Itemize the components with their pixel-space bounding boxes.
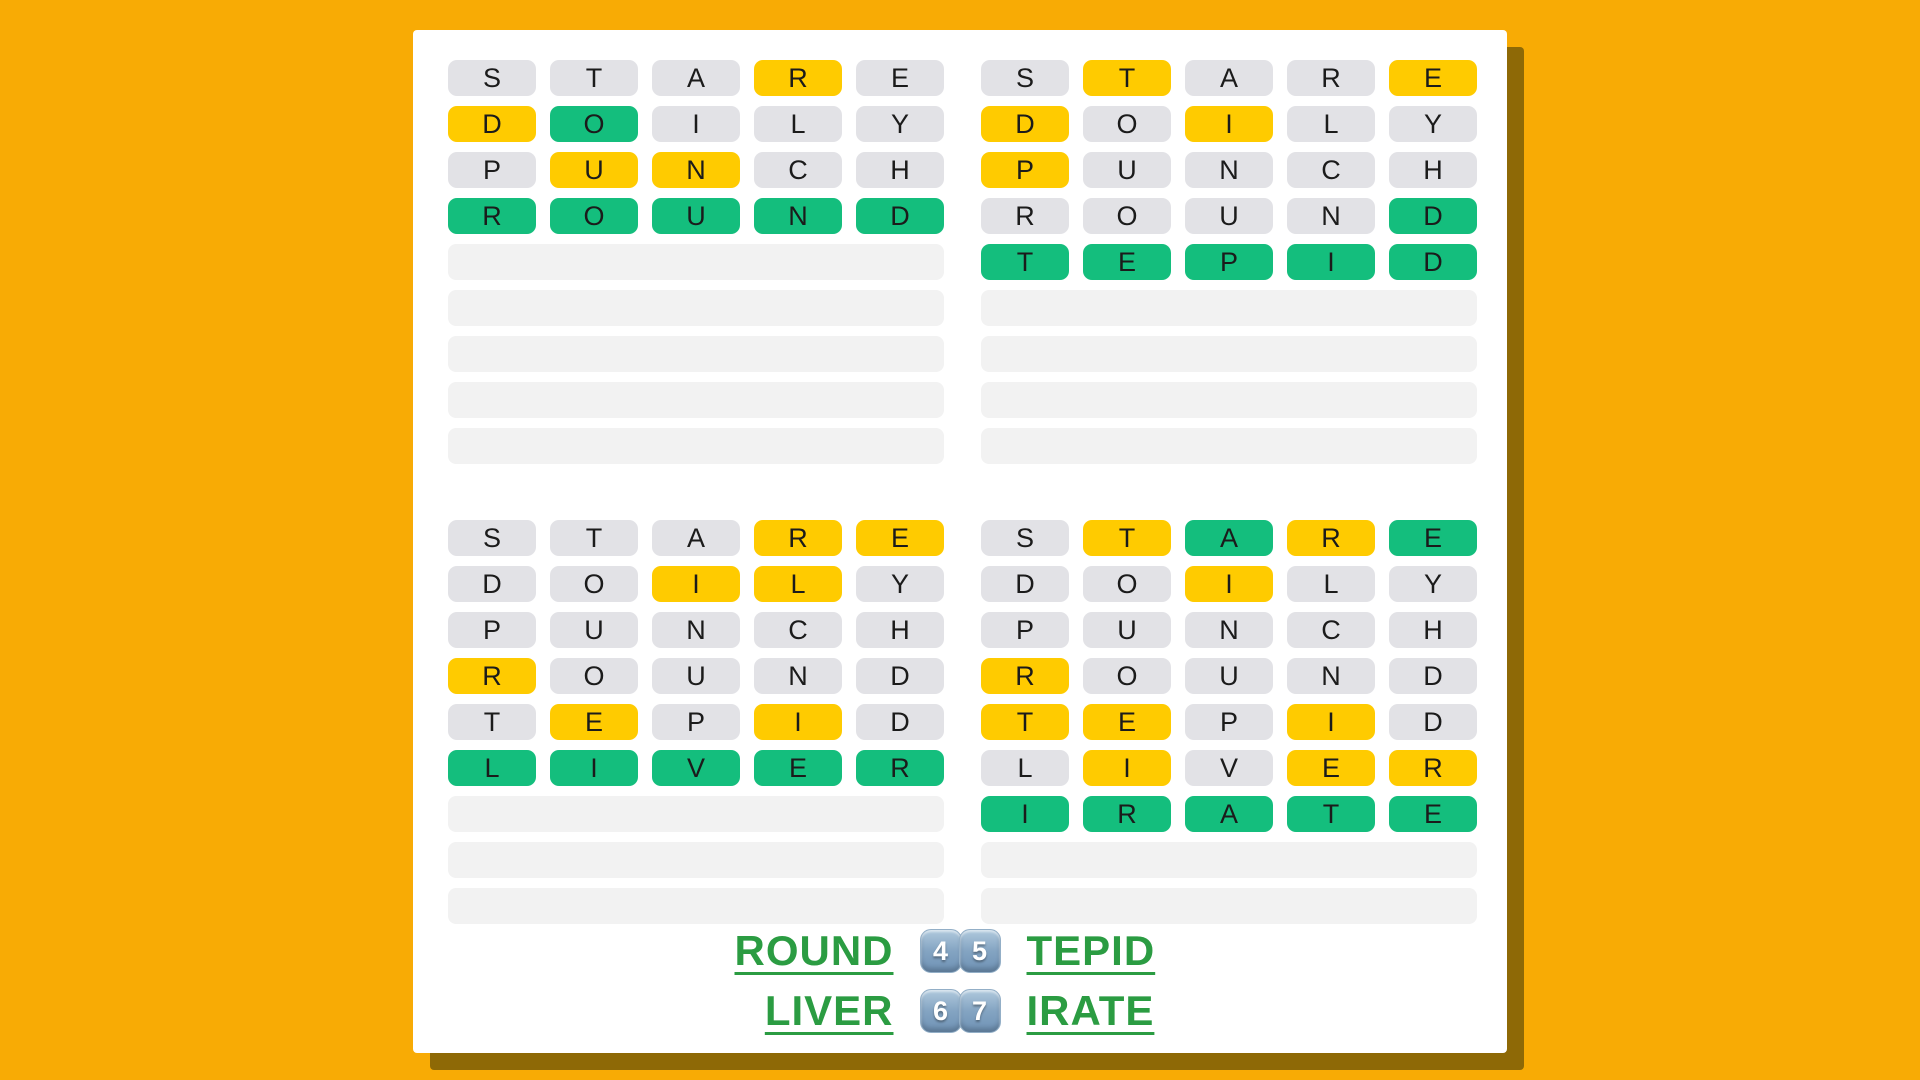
- answer-word-irate[interactable]: IRATE: [1026, 987, 1155, 1034]
- letter-tile: D: [448, 106, 536, 142]
- guess-row: [448, 750, 944, 786]
- letter-tile: R: [754, 60, 842, 96]
- quadrant-bottom-right: [981, 520, 1477, 934]
- empty-row: [448, 336, 944, 372]
- letter-tile: E: [1083, 244, 1171, 280]
- letter-tile: E: [1287, 750, 1375, 786]
- letter-tile: S: [981, 60, 1069, 96]
- letter-tile: N: [1185, 612, 1273, 648]
- letter-tile: P: [652, 704, 740, 740]
- letter-tile: E: [754, 750, 842, 786]
- keycap-7-icon: 7: [959, 989, 1001, 1033]
- result-card: [413, 30, 1507, 1053]
- empty-row: [981, 428, 1477, 464]
- letter-tile: R: [448, 658, 536, 694]
- letter-tile: P: [1185, 704, 1273, 740]
- letter-tile: U: [1083, 612, 1171, 648]
- guess-row: [981, 244, 1477, 280]
- letter-tile: Y: [856, 106, 944, 142]
- letter-tile: H: [1389, 152, 1477, 188]
- letter-tile: C: [1287, 612, 1375, 648]
- letter-tile: E: [856, 60, 944, 96]
- letter-tile: L: [981, 750, 1069, 786]
- letter-tile: R: [1287, 60, 1375, 96]
- letter-tile: N: [1287, 658, 1375, 694]
- guess-row: [981, 60, 1477, 96]
- letter-tile: N: [754, 198, 842, 234]
- letter-tile: D: [448, 566, 536, 602]
- guess-row: [981, 658, 1477, 694]
- guess-row: [981, 750, 1477, 786]
- letter-tile: U: [652, 198, 740, 234]
- letter-tile: N: [652, 612, 740, 648]
- letter-tile: O: [1083, 658, 1171, 694]
- letter-tile: R: [1287, 520, 1375, 556]
- keycap-4-icon: 4: [920, 929, 962, 973]
- letter-tile: H: [856, 152, 944, 188]
- guess-row: [448, 106, 944, 142]
- guess-row: [981, 612, 1477, 648]
- letter-tile: I: [981, 796, 1069, 832]
- letter-tile: I: [652, 566, 740, 602]
- letter-tile: C: [754, 152, 842, 188]
- letter-tile: I: [1185, 566, 1273, 602]
- keycap-5-icon: 5: [959, 929, 1001, 973]
- letter-tile: P: [981, 152, 1069, 188]
- letter-tile: I: [1185, 106, 1273, 142]
- letter-tile: E: [856, 520, 944, 556]
- letter-tile: D: [1389, 244, 1477, 280]
- empty-row: [448, 382, 944, 418]
- letter-tile: S: [981, 520, 1069, 556]
- letter-tile: A: [652, 60, 740, 96]
- letter-tile: A: [1185, 60, 1273, 96]
- guess-row: [448, 612, 944, 648]
- letter-tile: U: [652, 658, 740, 694]
- quadrant-top-left: [448, 60, 944, 474]
- empty-row: [981, 842, 1477, 878]
- letter-tile: U: [1185, 658, 1273, 694]
- letter-tile: I: [1083, 750, 1171, 786]
- empty-row: [448, 842, 944, 878]
- letter-tile: E: [1389, 60, 1477, 96]
- letter-tile: V: [652, 750, 740, 786]
- answer-word-round[interactable]: ROUND: [734, 927, 894, 974]
- letter-tile: O: [550, 566, 638, 602]
- letter-tile: D: [1389, 198, 1477, 234]
- letter-tile: D: [856, 658, 944, 694]
- letter-tile: A: [652, 520, 740, 556]
- letter-tile: D: [1389, 704, 1477, 740]
- guess-count-badges-4-5: [920, 929, 1001, 973]
- letter-tile: T: [1083, 60, 1171, 96]
- letter-tile: A: [1185, 520, 1273, 556]
- letter-tile: E: [550, 704, 638, 740]
- letter-tile: N: [652, 152, 740, 188]
- letter-tile: T: [981, 244, 1069, 280]
- guess-row: [981, 106, 1477, 142]
- letter-tile: E: [1083, 704, 1171, 740]
- letter-tile: U: [550, 152, 638, 188]
- guess-row: [448, 152, 944, 188]
- letter-tile: R: [1083, 796, 1171, 832]
- letter-tile: R: [981, 658, 1069, 694]
- letter-tile: P: [1185, 244, 1273, 280]
- guess-row: [981, 520, 1477, 556]
- letter-tile: I: [1287, 244, 1375, 280]
- letter-tile: N: [1185, 152, 1273, 188]
- letter-tile: T: [1287, 796, 1375, 832]
- answer-line-2: [594, 988, 1327, 1034]
- letter-tile: R: [856, 750, 944, 786]
- letter-tile: V: [1185, 750, 1273, 786]
- empty-row: [448, 244, 944, 280]
- letter-tile: T: [981, 704, 1069, 740]
- keycap-6-icon: 6: [920, 989, 962, 1033]
- answers-summary: [413, 928, 1507, 1034]
- letter-tile: H: [856, 612, 944, 648]
- letter-tile: E: [1389, 520, 1477, 556]
- letter-tile: O: [550, 106, 638, 142]
- guess-row: [448, 566, 944, 602]
- letter-tile: Y: [1389, 106, 1477, 142]
- letter-tile: O: [550, 658, 638, 694]
- guess-row: [981, 152, 1477, 188]
- empty-row: [981, 290, 1477, 326]
- letter-tile: I: [1287, 704, 1375, 740]
- answer-word-tepid[interactable]: TEPID: [1026, 927, 1156, 974]
- letter-tile: T: [1083, 520, 1171, 556]
- letter-tile: Y: [856, 566, 944, 602]
- letter-tile: L: [754, 106, 842, 142]
- letter-tile: R: [981, 198, 1069, 234]
- letter-tile: O: [1083, 198, 1171, 234]
- guess-row: [981, 198, 1477, 234]
- letter-tile: A: [1185, 796, 1273, 832]
- letter-tile: H: [1389, 612, 1477, 648]
- letter-tile: R: [1389, 750, 1477, 786]
- letter-tile: N: [1287, 198, 1375, 234]
- letter-tile: I: [550, 750, 638, 786]
- letter-tile: L: [1287, 566, 1375, 602]
- letter-tile: S: [448, 520, 536, 556]
- quadrant-bottom-left: [448, 520, 944, 934]
- guess-row: [448, 60, 944, 96]
- guess-row: [981, 796, 1477, 832]
- guess-row: [448, 198, 944, 234]
- letter-tile: I: [652, 106, 740, 142]
- letter-tile: L: [448, 750, 536, 786]
- empty-row: [448, 796, 944, 832]
- empty-row: [981, 888, 1477, 924]
- guess-row: [981, 704, 1477, 740]
- empty-row: [981, 336, 1477, 372]
- letter-tile: U: [550, 612, 638, 648]
- letter-tile: D: [856, 198, 944, 234]
- letter-tile: O: [1083, 106, 1171, 142]
- letter-tile: T: [448, 704, 536, 740]
- empty-row: [981, 382, 1477, 418]
- empty-row: [448, 888, 944, 924]
- letter-tile: D: [856, 704, 944, 740]
- quadrant-top-right: [981, 60, 1477, 474]
- letter-tile: I: [754, 704, 842, 740]
- letter-tile: D: [981, 106, 1069, 142]
- letter-tile: Y: [1389, 566, 1477, 602]
- letter-tile: C: [1287, 152, 1375, 188]
- guess-row: [448, 658, 944, 694]
- answer-word-liver[interactable]: LIVER: [764, 987, 894, 1034]
- guess-row: [448, 704, 944, 740]
- guess-row: [981, 566, 1477, 602]
- letter-tile: D: [1389, 658, 1477, 694]
- letter-tile: R: [448, 198, 536, 234]
- letter-tile: U: [1185, 198, 1273, 234]
- letter-tile: D: [981, 566, 1069, 602]
- empty-row: [448, 290, 944, 326]
- letter-tile: U: [1083, 152, 1171, 188]
- letter-tile: N: [754, 658, 842, 694]
- letter-tile: T: [550, 520, 638, 556]
- guess-count-badges-6-7: [920, 989, 1001, 1033]
- empty-row: [448, 428, 944, 464]
- answer-line-1: [594, 928, 1327, 974]
- guess-row: [448, 520, 944, 556]
- letter-tile: T: [550, 60, 638, 96]
- letter-tile: E: [1389, 796, 1477, 832]
- letter-tile: S: [448, 60, 536, 96]
- letter-tile: P: [981, 612, 1069, 648]
- letter-tile: L: [1287, 106, 1375, 142]
- letter-tile: P: [448, 612, 536, 648]
- letter-tile: C: [754, 612, 842, 648]
- letter-tile: O: [550, 198, 638, 234]
- letter-tile: L: [754, 566, 842, 602]
- letter-tile: R: [754, 520, 842, 556]
- letter-tile: P: [448, 152, 536, 188]
- letter-tile: O: [1083, 566, 1171, 602]
